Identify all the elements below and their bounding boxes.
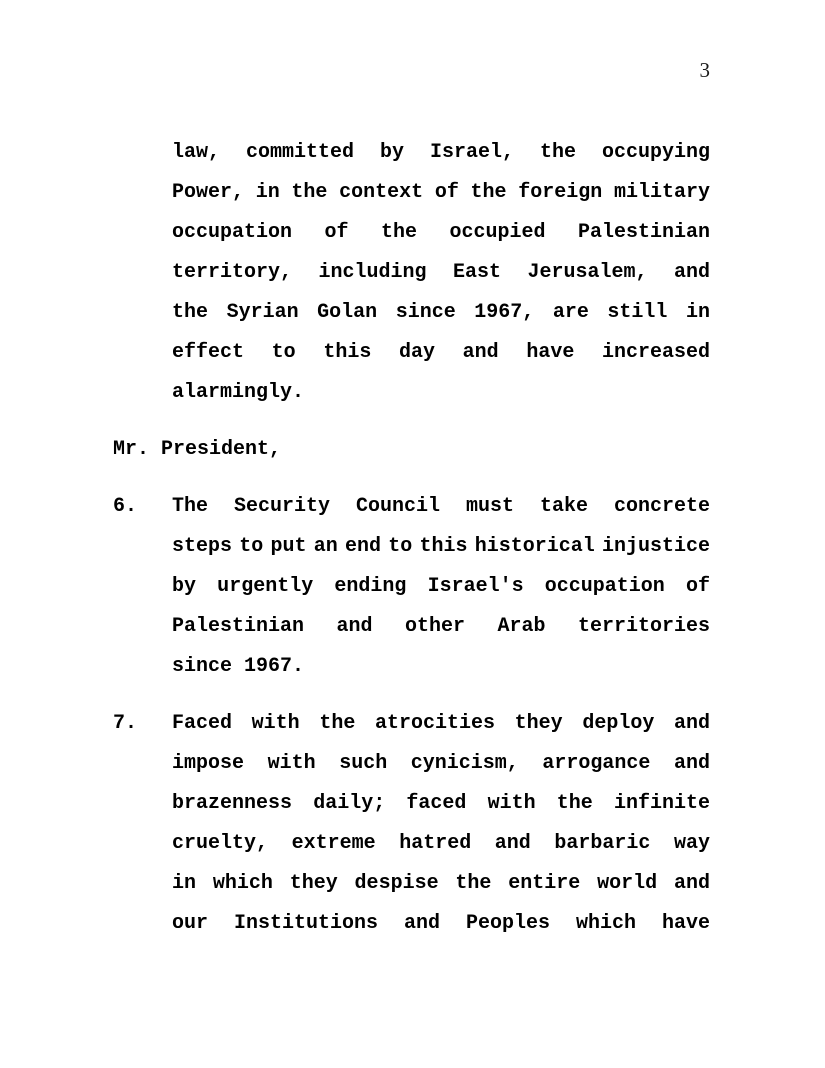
- paragraph-salutation: [113, 430, 710, 470]
- text-line: impose with such cynicism, arrogance and: [172, 752, 710, 775]
- item-number: 6.: [113, 495, 138, 518]
- text-line: alarmingly.: [172, 381, 305, 404]
- paragraph-item-7: [113, 704, 710, 944]
- text-line: in which they despise the entire world and: [172, 872, 710, 895]
- text-line: brazenness daily; faced with the infinite: [172, 792, 710, 815]
- text-line: the Syrian Golan since 1967, are still in: [172, 301, 710, 324]
- item-number: 7.: [113, 712, 138, 735]
- paragraph-lines: [172, 487, 710, 687]
- paragraph-lines: [172, 133, 710, 413]
- text-line: cruelty, extreme hatred and barbaric way: [172, 832, 710, 855]
- text-line: our Institutions and Peoples which have: [172, 912, 710, 935]
- paragraph-lines: [113, 430, 710, 470]
- text-line: Palestinian and other Arab territories: [172, 615, 710, 638]
- text-line: by urgently ending Israel's occupation of: [172, 575, 710, 598]
- paragraph-item-6: [113, 487, 710, 687]
- paragraph-lines: [172, 704, 710, 944]
- text-line: territory, including East Jerusalem, and: [172, 261, 710, 284]
- text-line: effect to this day and have increased: [172, 341, 710, 364]
- text-line: Faced with the atrocities they deploy and: [172, 712, 710, 735]
- text-line: Mr. President,: [113, 438, 282, 461]
- text-line: law, committed by Israel, the occupying: [172, 141, 710, 164]
- page-number: 3: [699, 58, 710, 82]
- text-line: steps to put an end to this historical injustice: [172, 535, 710, 558]
- text-line: since 1967.: [172, 655, 305, 678]
- text-line: The Security Council must take concrete: [172, 495, 710, 518]
- text-body: [113, 133, 710, 961]
- text-line: occupation of the occupied Palestinian: [172, 221, 710, 244]
- text-line: Power, in the context of the foreign military: [172, 181, 710, 204]
- paragraph-continuation: [113, 133, 710, 413]
